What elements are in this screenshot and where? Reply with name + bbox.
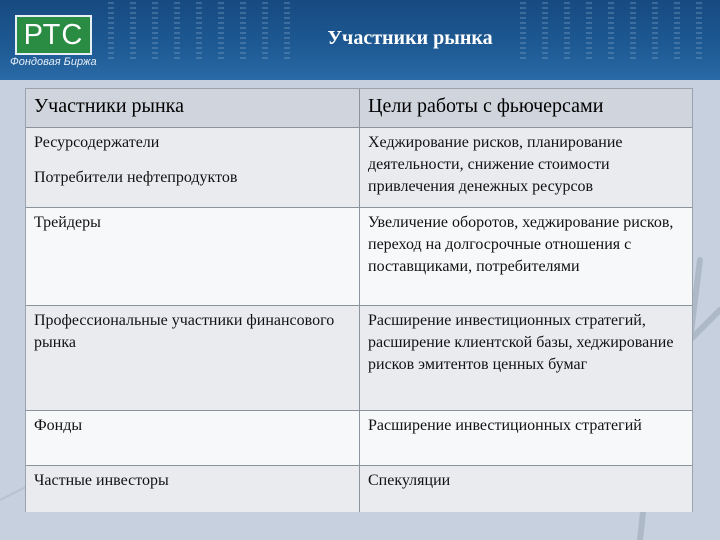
header-participants: Участники рынка	[34, 95, 184, 117]
table-row	[26, 465, 692, 512]
table-row	[26, 207, 692, 306]
table-header-row	[26, 89, 692, 127]
goal-cell-merged: Хеджирование рисков, планирование деятельности, снижение стоимости привлечения денежных ресурсов	[359, 127, 692, 207]
participant-cell: Трейдеры	[34, 214, 101, 231]
slide-header	[0, 0, 720, 80]
goal-cell: Спекуляции	[359, 466, 692, 512]
participant-cell: Фонды	[34, 417, 83, 434]
goal-cell: Увеличение оборотов, хеджирование рисков, переход на долгосрочные отношения с поставщиками, потребителями	[359, 208, 692, 306]
header-goals: Цели работы с фьючерсами	[359, 89, 692, 127]
logo-subtitle: Фондовая Биржа	[10, 56, 97, 68]
participant-cell: Частные инвесторы	[34, 472, 169, 489]
table-row	[26, 410, 692, 466]
goal-cell: Расширение инвестиционных стратегий, расширение клиентской базы, хеджирование рисков эмитентов ценных бумаг	[359, 306, 692, 411]
participant-cell: Ресурсодержатели	[34, 134, 160, 151]
goal-cell: Расширение инвестиционных стратегий	[359, 411, 692, 466]
participant-cell: Профессиональные участники финансового рынка	[34, 312, 335, 351]
slide-title: Участники рынка	[327, 27, 493, 49]
participant-cell: Потребители нефтепродуктов	[34, 169, 238, 186]
table-row	[26, 305, 692, 411]
participants-table	[25, 88, 693, 512]
rts-logo: РТС	[15, 15, 92, 55]
